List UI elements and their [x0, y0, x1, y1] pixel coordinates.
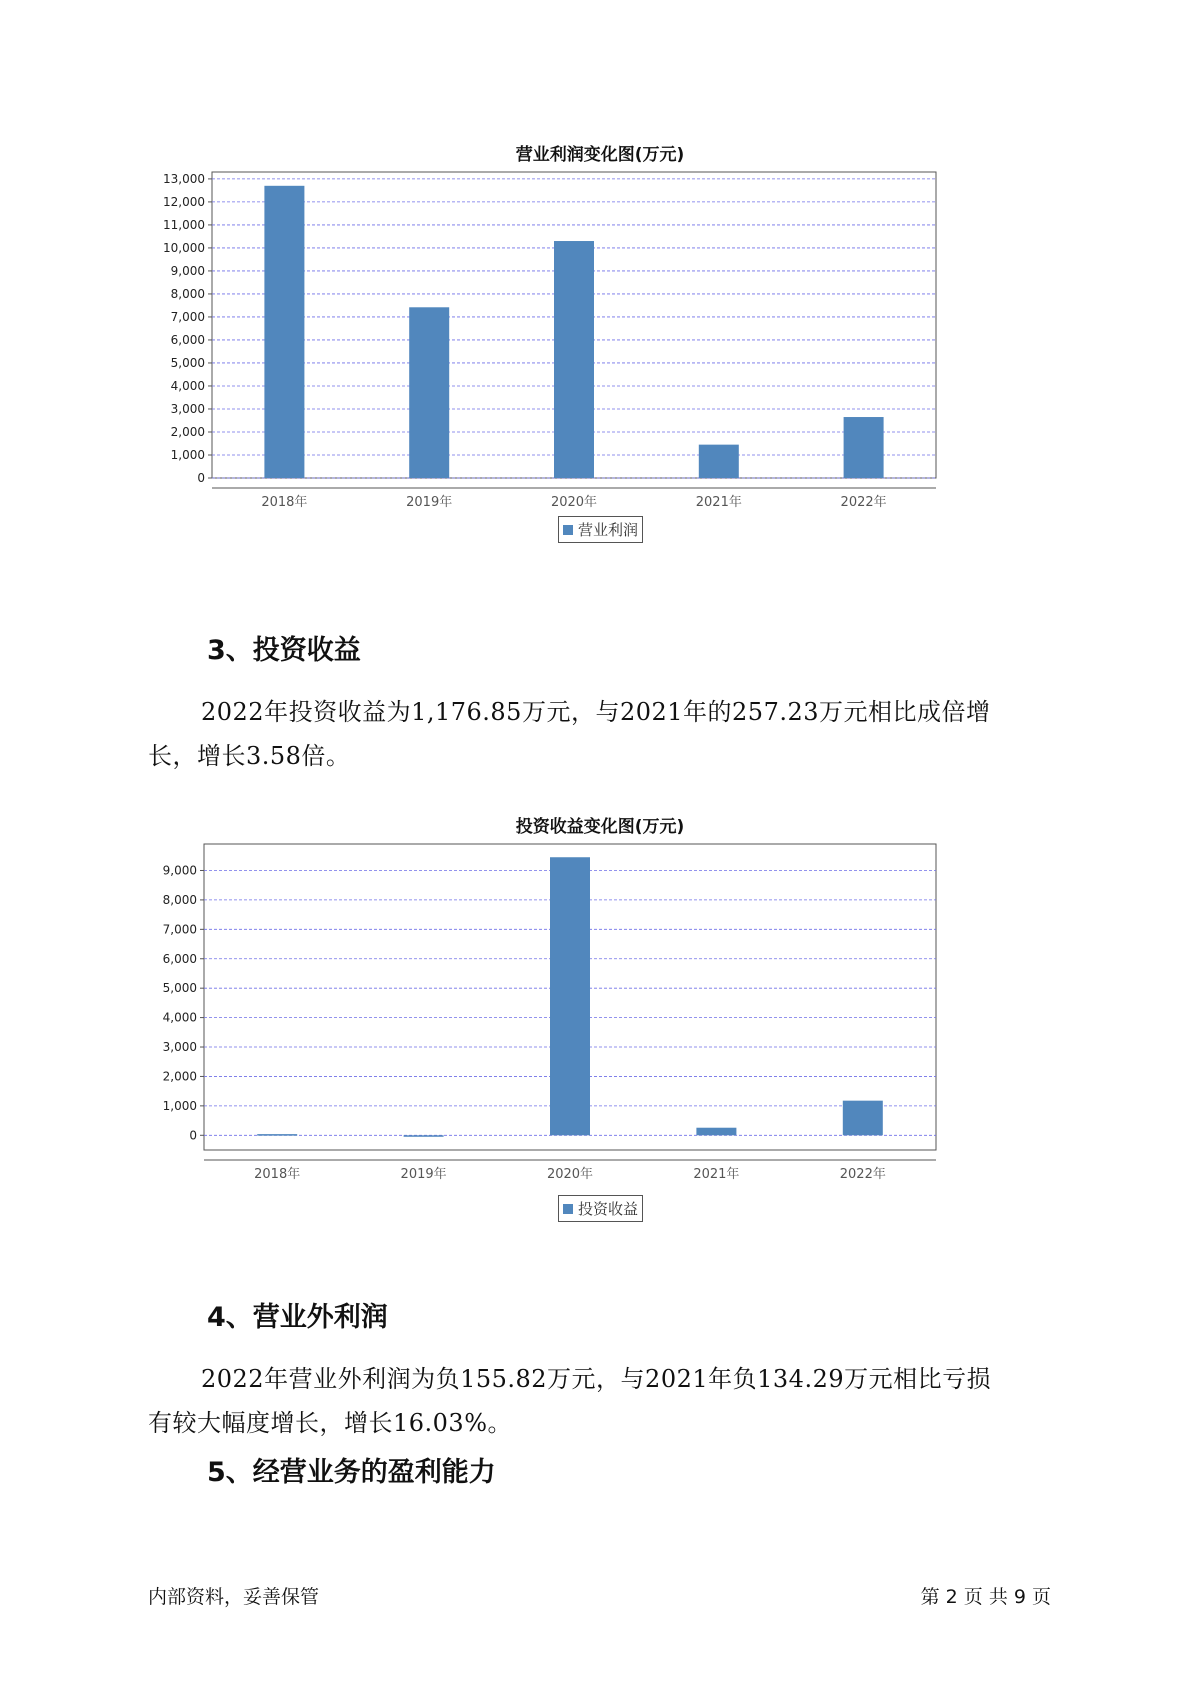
y-tick-label: 12,000 [163, 194, 205, 209]
y-tick-label: 5,000 [170, 355, 205, 370]
paragraph-4 [148, 1357, 1048, 1445]
investment-income-plot [150, 812, 1050, 1182]
bar [696, 1128, 736, 1136]
y-tick-label: 11,000 [163, 217, 205, 232]
y-tick-label: 2,000 [162, 1069, 197, 1084]
x-tick-label: 2019年 [400, 1167, 447, 1182]
chart-title: 营业利润变化图(万元) [515, 145, 685, 165]
chart-legend [558, 516, 643, 543]
y-tick-label: 10,000 [163, 240, 205, 255]
y-tick-label: 9,000 [170, 263, 205, 278]
bar [550, 857, 590, 1135]
section-heading-5: 5、经营业务的盈利能力 [207, 1457, 496, 1488]
paragraph-line: 有较大幅度增长，增长16.03%。 [148, 1409, 513, 1437]
bar [264, 186, 304, 478]
x-tick-label: 2021年 [695, 495, 742, 510]
footer-confidential: 内部资料，妥善保管 [148, 1586, 320, 1608]
legend-swatch [563, 525, 573, 535]
investment-income-chart [150, 812, 1050, 1218]
operating-profit-chart [150, 140, 1050, 539]
y-tick-label: 3,000 [170, 401, 205, 416]
y-tick-label: 0 [189, 1128, 197, 1143]
paragraph-3 [148, 690, 1048, 778]
bar [844, 417, 884, 478]
y-tick-label: 8,000 [170, 286, 205, 301]
bar [257, 1134, 297, 1136]
paragraph-line: 2022年投资收益为1,176.85万元，与2021年的257.23万元相比成倍增 [201, 698, 991, 726]
y-tick-label: 5,000 [162, 981, 197, 996]
y-tick-label: 6,000 [162, 951, 197, 966]
y-tick-label: 4,000 [170, 378, 205, 393]
y-tick-label: 1,000 [170, 447, 205, 462]
bar [699, 445, 739, 478]
x-tick-label: 2022年 [840, 495, 887, 510]
bar [409, 307, 449, 478]
x-tick-label: 2018年 [254, 1167, 301, 1182]
y-tick-label: 1,000 [162, 1098, 197, 1113]
y-tick-label: 7,000 [170, 309, 205, 324]
y-tick-label: 7,000 [162, 922, 197, 937]
x-tick-label: 2019年 [406, 495, 453, 510]
legend-label: 营业利润 [578, 521, 639, 539]
y-tick-label: 0 [197, 471, 205, 485]
bar [554, 241, 594, 478]
y-tick-label: 6,000 [170, 332, 205, 347]
chart-legend [558, 1195, 643, 1222]
footer-page-number: 第 2 页 共 9 页 [920, 1586, 1051, 1608]
x-tick-label: 2018年 [261, 495, 308, 510]
chart-title: 投资收益变化图(万元) [515, 817, 685, 837]
y-tick-label: 3,000 [162, 1040, 197, 1055]
operating-profit-plot [150, 140, 1050, 510]
y-tick-label: 8,000 [162, 892, 197, 907]
x-tick-label: 2021年 [693, 1167, 740, 1182]
x-tick-label: 2020年 [550, 495, 598, 510]
y-tick-label: 13,000 [163, 171, 205, 186]
paragraph-line: 2022年营业外利润为负155.82万元，与2021年负134.29万元相比亏损 [201, 1365, 992, 1393]
bar [404, 1135, 444, 1137]
y-tick-label: 4,000 [162, 1010, 197, 1025]
y-tick-label: 9,000 [162, 863, 197, 878]
paragraph-line: 长，增长3.58倍。 [148, 742, 351, 770]
section-heading-3: 3、投资收益 [207, 635, 361, 666]
y-tick-label: 2,000 [170, 424, 205, 439]
legend-swatch [563, 1204, 573, 1214]
x-tick-label: 2022年 [839, 1167, 886, 1182]
section-heading-4: 4、营业外利润 [207, 1302, 388, 1333]
x-tick-label: 2020年 [546, 1167, 594, 1182]
legend-label: 投资收益 [578, 1200, 639, 1218]
bar [843, 1101, 883, 1136]
